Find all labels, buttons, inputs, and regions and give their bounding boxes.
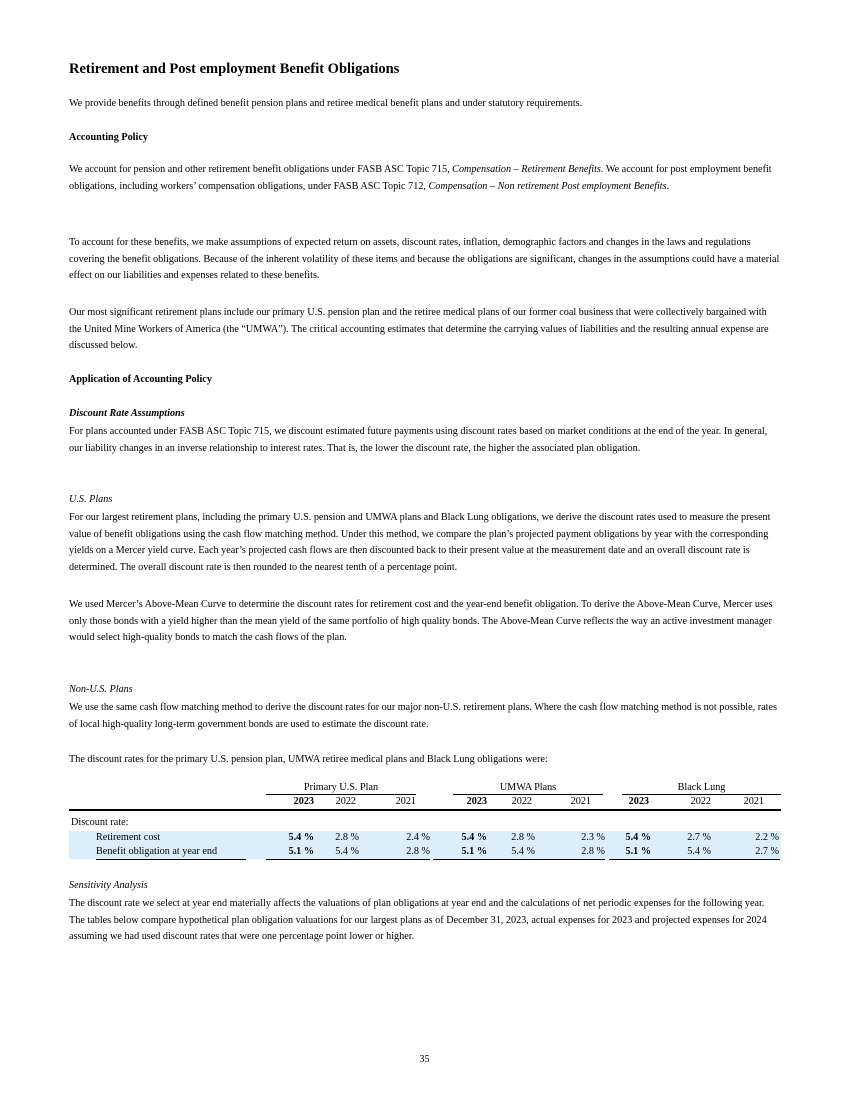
table-cell: 2.7 % <box>755 846 779 857</box>
us-plans-paragraph-1: For our largest retirement plans, including the primary U.S. pension and UMWA plans and Black Lung obligations, we derive the discount rates used to measure the present value of benefit obligations using the cash flow matching method. Under this method, we compare the plan’s projected payment obligations by year with the corresponding yields on a Mercer yield curve. Each year’s projected cash flows are then discounted back to their present value at the measurement date and an overall discount rate is determined. The overall discount rate is then rounded to the nearest tenth of a percentage point. <box>69 512 771 573</box>
table-cell: 2.3 % <box>581 832 605 843</box>
group-header-black-lung: Black Lung <box>622 781 781 795</box>
table-cell: 2.8 % <box>511 832 535 843</box>
table-cell: 2.8 % <box>406 846 430 857</box>
year-header: 2021 <box>743 796 764 807</box>
discount-rate-label: Discount rate: <box>71 817 129 828</box>
row-underline <box>609 859 780 860</box>
sensitivity-paragraph: The discount rate we select at year end materially affects the valuations of plan obligations at year end and the calculations of net periodic expenses for the following year. The tables below compare hypothetical plan obligation valuations for our largest plans as of December 31, 2023, actual expenses for 2023 and projected expenses for 2024 assuming we had used discount rates that were one percentage point lower or higher. <box>69 898 767 943</box>
accounting-policy-paragraph-1: We account for pension and other retirement benefit obligations under FASB ASC Topic 715, Compensation – Retirement Benefits. We account for post employment benefit obligations, including workers’ compensation obligations, under FASB ASC Topic 712, Compensation – Non retirement Post employment Benefits. <box>69 164 772 192</box>
page-title: Retirement and Post employment Benefit Obligations <box>69 61 400 77</box>
row-label-benefit-obligation: Benefit obligation at year end <box>96 846 218 857</box>
table-cell: 5.1 % <box>625 846 651 857</box>
year-header: 2022 <box>511 796 532 807</box>
page-number: 35 <box>419 1054 430 1065</box>
table-intro: The discount rates for the primary U.S. pension plan, UMWA retiree medical plans and Black Lung obligations were: <box>69 754 548 765</box>
year-header: 2023 <box>466 796 487 807</box>
sensitivity-heading: Sensitivity Analysis <box>69 880 148 891</box>
us-plans-heading: U.S. Plans <box>69 494 113 505</box>
application-heading: Application of Accounting Policy <box>69 374 212 385</box>
us-plans-paragraph-2: We used Mercer’s Above-Mean Curve to determine the discount rates for retirement cost and the year-end benefit obligation. To derive the Above-Mean Curve, Mercer uses only those bonds with a yield higher than the mean yield of the same portfolio of high quality bonds. The Above-Mean Curve reflects the way an active investment manager would select high-quality bonds to match the cash flows of the plan. <box>69 599 773 644</box>
table-cell: 2.2 % <box>755 832 779 843</box>
table-cell: 5.4 % <box>288 832 314 843</box>
table-cell: 5.4 % <box>511 846 535 857</box>
table-cell: 2.8 % <box>581 846 605 857</box>
year-header: 2021 <box>570 796 591 807</box>
discount-rate-heading: Discount Rate Assumptions <box>69 408 185 419</box>
group-header-umwa-plans: UMWA Plans <box>453 781 603 795</box>
row-underline <box>266 859 430 860</box>
table-cell: 5.4 % <box>687 846 711 857</box>
table-cell: 2.7 % <box>687 832 711 843</box>
row-label-retirement-cost: Retirement cost <box>96 832 161 843</box>
discount-rate-table <box>69 781 781 861</box>
year-header: 2023 <box>293 796 314 807</box>
table-cell: 5.4 % <box>335 846 359 857</box>
table-cell: 2.4 % <box>406 832 430 843</box>
table-cell: 2.8 % <box>335 832 359 843</box>
table-cell: 5.4 % <box>625 832 651 843</box>
group-header-primary-us-plan: Primary U.S. Plan <box>266 781 416 795</box>
table-header-rule <box>69 809 781 811</box>
year-header: 2022 <box>335 796 356 807</box>
non-us-plans-heading: Non-U.S. Plans <box>69 684 133 695</box>
non-us-plans-paragraph: We use the same cash flow matching method to derive the discount rates for our major non-U.S. retirement plans. Where the cash flow matching method is not possible, rates of local high-quality long-term government bonds are used to estimate the discount rate. <box>69 702 777 730</box>
year-header: 2021 <box>395 796 416 807</box>
accounting-policy-paragraph-2: To account for these benefits, we make assumptions of expected return on assets, discount rates, inflation, demographic factors and changes in the laws and regulations covering the benefit obligations. Because of the inherent volatility of these items and because the obligations are significant, changes in the assumptions could have a material effect on our liabilities and expenses related to these benefits. <box>69 237 780 282</box>
table-cell: 5.1 % <box>288 846 314 857</box>
row-underline <box>433 859 605 860</box>
intro-paragraph: We provide benefits through defined benefit pension plans and retiree medical benefit plans and under statutory requirements. <box>69 98 583 109</box>
year-header: 2022 <box>690 796 711 807</box>
discount-rate-paragraph: For plans accounted under FASB ASC Topic 715, we discount estimated future payments using discount rates based on market conditions at the end of the year. In general, our liability changes in an inverse relationship to interest rates. That is, the lower the discount rate, the higher the associated plan obligation. <box>69 426 768 454</box>
accounting-policy-heading: Accounting Policy <box>69 132 148 143</box>
accounting-policy-paragraph-3: Our most significant retirement plans include our primary U.S. pension plan and the retiree medical plans of our former coal business that were collectively bargained with the United Mine Workers of America (the “UMWA”). The critical accounting estimates that determine the carrying values of liabilities and the resulting annual expense are discussed below. <box>69 307 769 352</box>
table-cell: 5.1 % <box>461 846 487 857</box>
year-header: 2023 <box>628 796 649 807</box>
table-cell: 5.4 % <box>461 832 487 843</box>
row-underline <box>96 859 246 860</box>
